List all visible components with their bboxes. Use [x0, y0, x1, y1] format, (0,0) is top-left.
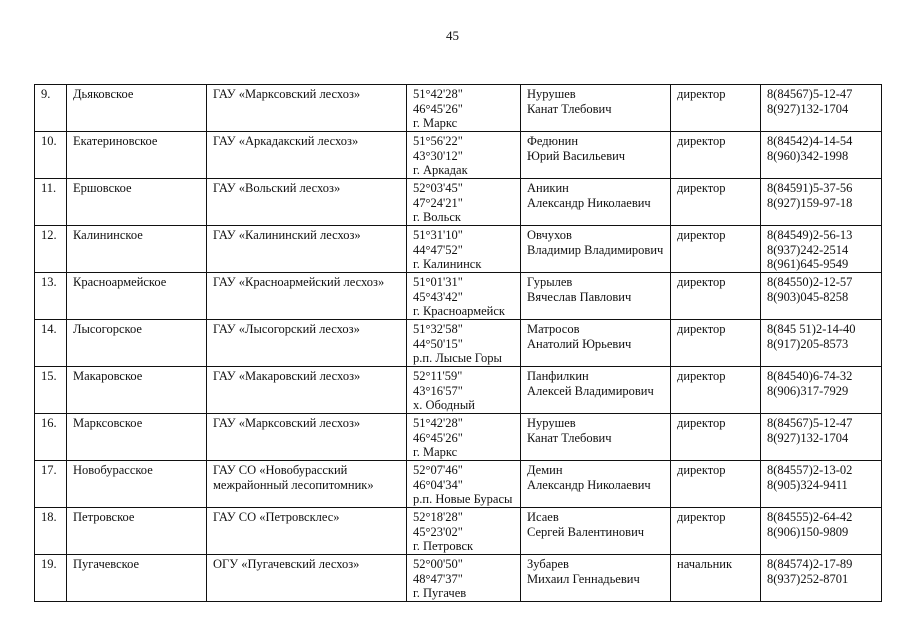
organization-cell [207, 179, 407, 226]
coordinate-line: р.п. Новые Бурасы [413, 492, 513, 506]
district-cell: Петровское [67, 508, 207, 555]
position-cell: директор [671, 226, 761, 273]
organization-line: межрайонный лесопитомник» [213, 477, 374, 492]
organization-line: ГАУ «Вольский лесхоз» [213, 181, 341, 195]
coordinate-line: 52°07'46" [413, 463, 463, 477]
table-row [35, 414, 882, 461]
phone-line: 8(927)159-97-18 [767, 195, 853, 210]
person-name-line: Зубарев [527, 557, 569, 571]
phones-cell [761, 414, 882, 461]
district-cell: Екатериновское [67, 132, 207, 179]
person-cell [521, 320, 671, 367]
coordinate-line: 43°16'57" [413, 383, 463, 398]
coordinate-line: г. Маркс [413, 116, 458, 130]
coordinate-line: 45°23'02" [413, 524, 463, 539]
coordinate-line: 52°11'59" [413, 369, 463, 383]
position-cell: директор [671, 179, 761, 226]
district-cell: Ершовское [67, 179, 207, 226]
person-name-line: Канат Тлебович [527, 430, 612, 445]
phones-cell [761, 132, 882, 179]
forestry-contacts-table [34, 84, 882, 602]
coordinates-cell [407, 179, 521, 226]
table-row [35, 132, 882, 179]
person-name-line: Михаил Геннадьевич [527, 571, 640, 586]
coordinate-line: г. Калининск [413, 257, 482, 271]
organization-cell [207, 555, 407, 602]
row-number-cell: 16. [35, 414, 67, 461]
coordinate-line: 51°01'31" [413, 275, 463, 289]
row-number-cell: 12. [35, 226, 67, 273]
person-cell [521, 508, 671, 555]
person-name-line: Александр Николаевич [527, 195, 651, 210]
person-cell [521, 367, 671, 414]
coordinates-cell [407, 273, 521, 320]
phone-line: 8(84542)4-14-54 [767, 134, 853, 148]
phone-line: 8(84591)5-37-56 [767, 181, 853, 195]
person-name-line: Панфилкин [527, 369, 589, 383]
organization-line: ГАУ «Макаровский лесхоз» [213, 369, 361, 383]
person-name-line: Вячеслав Павлович [527, 289, 632, 304]
phones-cell [761, 179, 882, 226]
page-number: 45 [446, 28, 459, 43]
person-name-line: Федюнин [527, 134, 579, 148]
coordinate-line: 44°47'52" [413, 242, 463, 257]
coordinates-cell [407, 461, 521, 508]
table-row [35, 367, 882, 414]
table-row [35, 508, 882, 555]
table-row [35, 555, 882, 602]
table-row [35, 226, 882, 273]
district-cell: Макаровское [67, 367, 207, 414]
coordinate-line: 46°45'26" [413, 101, 463, 116]
district-cell: Дьяковское [67, 85, 207, 132]
district-cell: Новобурасское [67, 461, 207, 508]
position-cell: директор [671, 414, 761, 461]
district-cell: Красноармейское [67, 273, 207, 320]
organization-line: ГАУ «Марксовский лесхоз» [213, 87, 361, 101]
coordinates-cell [407, 414, 521, 461]
row-number-cell: 14. [35, 320, 67, 367]
organization-line: ГАУ СО «Петровсклес» [213, 510, 340, 524]
organization-cell [207, 226, 407, 273]
person-cell [521, 132, 671, 179]
phones-cell [761, 226, 882, 273]
phone-line: 8(927)132-1704 [767, 101, 849, 116]
organization-cell [207, 461, 407, 508]
phone-line: 8(84555)2-64-42 [767, 510, 853, 524]
organization-cell [207, 132, 407, 179]
phone-line: 8(906)317-7929 [767, 383, 849, 398]
phone-line: 8(961)645-9549 [767, 257, 849, 271]
position-cell: директор [671, 273, 761, 320]
phones-cell [761, 85, 882, 132]
organization-cell [207, 320, 407, 367]
coordinate-line: 51°32'58" [413, 322, 463, 336]
phones-cell [761, 555, 882, 602]
table-body [35, 85, 882, 602]
person-cell [521, 85, 671, 132]
organization-line: ГАУ «Калининский лесхоз» [213, 228, 361, 242]
organization-cell [207, 273, 407, 320]
position-cell: директор [671, 320, 761, 367]
phone-line: 8(84557)2-13-02 [767, 463, 853, 477]
phone-line: 8(960)342-1998 [767, 148, 849, 163]
coordinates-cell [407, 85, 521, 132]
coordinate-line: р.п. Лысые Горы [413, 351, 502, 365]
person-cell [521, 273, 671, 320]
phones-cell [761, 273, 882, 320]
coordinate-line: г. Вольск [413, 210, 461, 224]
position-cell: директор [671, 461, 761, 508]
phone-line: 8(905)324-9411 [767, 477, 848, 492]
person-name-line: Канат Тлебович [527, 101, 612, 116]
person-name-line: Алексей Владимирович [527, 383, 654, 398]
coordinate-line: 48°47'37" [413, 571, 463, 586]
table-row [35, 179, 882, 226]
person-cell [521, 414, 671, 461]
coordinate-line: 51°42'28" [413, 87, 463, 101]
table-row [35, 273, 882, 320]
coordinate-line: г. Петровск [413, 539, 474, 553]
person-cell [521, 461, 671, 508]
table-row [35, 85, 882, 132]
phone-line: 8(906)150-9809 [767, 524, 849, 539]
district-cell: Пугачевское [67, 555, 207, 602]
coordinate-line: 52°00'50" [413, 557, 463, 571]
phone-line: 8(84567)5-12-47 [767, 87, 853, 101]
person-name-line: Демин [527, 463, 563, 477]
person-name-line: Овчухов [527, 228, 572, 242]
person-name-line: Исаев [527, 510, 559, 524]
person-cell [521, 226, 671, 273]
table-row [35, 461, 882, 508]
phone-line: 8(937)242-2514 [767, 242, 849, 257]
coordinate-line: г. Аркадак [413, 163, 468, 177]
district-cell: Калининское [67, 226, 207, 273]
district-cell: Лысогорское [67, 320, 207, 367]
person-name-line: Юрий Васильевич [527, 148, 626, 163]
phone-line: 8(84567)5-12-47 [767, 416, 853, 430]
coordinates-cell [407, 320, 521, 367]
district-cell: Марксовское [67, 414, 207, 461]
person-name-line: Аникин [527, 181, 569, 195]
organization-cell [207, 85, 407, 132]
coordinate-line: 46°45'26" [413, 430, 463, 445]
phone-line: 8(917)205-8573 [767, 336, 849, 351]
phone-line: 8(927)132-1704 [767, 430, 849, 445]
row-number-cell: 13. [35, 273, 67, 320]
position-cell: начальник [671, 555, 761, 602]
position-cell: директор [671, 85, 761, 132]
person-cell [521, 555, 671, 602]
coordinate-line: х. Ободный [413, 398, 475, 412]
organization-line: ГАУ «Аркадакский лесхоз» [213, 134, 359, 148]
row-number-cell: 10. [35, 132, 67, 179]
person-name-line: Анатолий Юрьевич [527, 336, 632, 351]
coordinate-line: 43°30'12" [413, 148, 463, 163]
phone-line: 8(84540)6-74-32 [767, 369, 853, 383]
row-number-cell: 11. [35, 179, 67, 226]
row-number-cell: 18. [35, 508, 67, 555]
person-name-line: Владимир Владимирович [527, 242, 664, 257]
organization-cell [207, 367, 407, 414]
organization-line: ГАУ СО «Новобурасский [213, 463, 348, 477]
row-number-cell: 17. [35, 461, 67, 508]
organization-line: ГАУ «Красноармейский лесхоз» [213, 275, 385, 289]
table-row [35, 320, 882, 367]
coordinate-line: 51°31'10" [413, 228, 463, 242]
person-name-line: Александр Николаевич [527, 477, 651, 492]
coordinates-cell [407, 508, 521, 555]
phone-line: 8(937)252-8701 [767, 571, 849, 586]
coordinate-line: 51°42'28" [413, 416, 463, 430]
organization-line: ОГУ «Пугачевский лесхоз» [213, 557, 360, 571]
row-number-cell: 9. [35, 85, 67, 132]
organization-cell [207, 508, 407, 555]
phones-cell [761, 320, 882, 367]
coordinate-line: 46°04'34" [413, 477, 463, 492]
position-cell: директор [671, 132, 761, 179]
person-cell [521, 179, 671, 226]
coordinate-line: 44°50'15" [413, 336, 463, 351]
position-cell: директор [671, 508, 761, 555]
organization-cell [207, 414, 407, 461]
coordinates-cell [407, 555, 521, 602]
coordinate-line: 52°18'28" [413, 510, 463, 524]
coordinates-cell [407, 367, 521, 414]
phone-line: 8(84574)2-17-89 [767, 557, 853, 571]
coordinate-line: г. Пугачев [413, 586, 467, 600]
person-name-line: Нурушев [527, 416, 576, 430]
coordinate-line: 45°43'42" [413, 289, 463, 304]
phone-line: 8(84549)2-56-13 [767, 228, 853, 242]
person-name-line: Нурушев [527, 87, 576, 101]
coordinate-line: 51°56'22" [413, 134, 463, 148]
phones-cell [761, 461, 882, 508]
organization-line: ГАУ «Марксовский лесхоз» [213, 416, 361, 430]
coordinate-line: 52°03'45" [413, 181, 463, 195]
row-number-cell: 15. [35, 367, 67, 414]
phones-cell [761, 367, 882, 414]
position-cell: директор [671, 367, 761, 414]
coordinate-line: 47°24'21" [413, 195, 463, 210]
coordinates-cell [407, 132, 521, 179]
person-name-line: Матросов [527, 322, 580, 336]
phone-line: 8(84550)2-12-57 [767, 275, 853, 289]
person-name-line: Гурылев [527, 275, 573, 289]
phones-cell [761, 508, 882, 555]
coordinate-line: г. Красноармейск [413, 304, 505, 318]
row-number-cell: 19. [35, 555, 67, 602]
coordinates-cell [407, 226, 521, 273]
organization-line: ГАУ «Лысогорский лесхоз» [213, 322, 360, 336]
phone-line: 8(845 51)2-14-40 [767, 322, 856, 336]
coordinate-line: г. Маркс [413, 445, 458, 459]
phone-line: 8(903)045-8258 [767, 289, 849, 304]
person-name-line: Сергей Валентинович [527, 524, 645, 539]
